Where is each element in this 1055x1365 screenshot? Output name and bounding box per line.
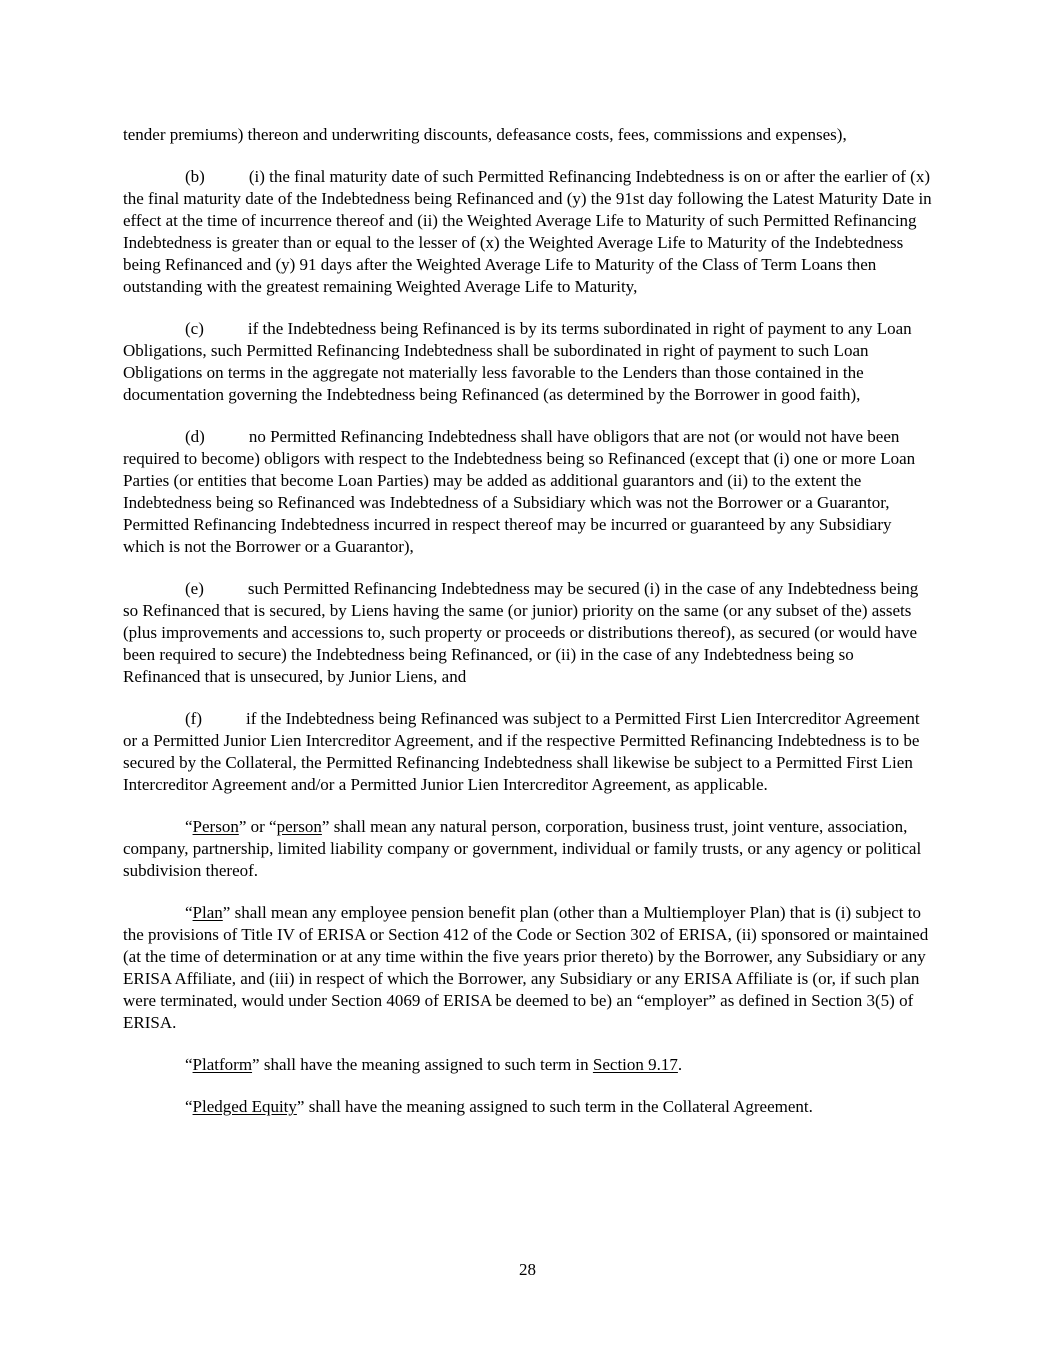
- text-run: ” shall have the meaning assigned to such term in: [252, 1055, 593, 1074]
- defined-term: Person: [192, 817, 239, 836]
- paragraph-continuation: [123, 124, 935, 146]
- text-run: .: [677, 1055, 683, 1074]
- paragraph-clause-b: [123, 166, 935, 298]
- defined-term: Pledged Equity: [192, 1097, 297, 1116]
- text-run: “: [185, 817, 193, 836]
- paragraph-definition-platform: [123, 1054, 935, 1076]
- clause-letter-marker: (b): [185, 167, 205, 186]
- defined-term: person: [276, 817, 322, 836]
- text-run: “: [185, 903, 193, 922]
- text-run: (i) the final maturity date of such Permitted Refinancing Indebtedness is on or after the earlier of (x) the final maturity date of the Indebtedness being Refinanced and (y) the 91st day following the Latest Maturity Date in effect at the time of incurrence thereof and (ii) the Weighted Average Life to Maturity of such Permitted Refinancing Indebtedness is greater than or equal to the lesser of (x) the Weighted Average Life to Maturity of the Indebtedness being Refinanced and (y) 91 days after the Weighted Average Life to Maturity of the Class of Term Loans then outstanding with the greatest remaining Weighted Average Life to Maturity,: [123, 167, 932, 296]
- clause-letter-marker: (e): [185, 579, 204, 598]
- text-run: “: [185, 1097, 193, 1116]
- defined-term: Platform: [192, 1055, 253, 1074]
- text-run: ” shall mean any natural person, corporation, business trust, joint venture, association, company, partnership, limited liability company or government, individual or family trusts, or any agency or political subdivision thereof.: [123, 817, 922, 880]
- defined-term: Plan: [192, 903, 223, 922]
- paragraph-clause-c: [123, 318, 935, 406]
- paragraph-clause-d: [123, 426, 935, 558]
- clause-letter-marker: (f): [185, 709, 202, 728]
- text-run: ” shall mean any employee pension benefit plan (other than a Multiemployer Plan) that is (i) subject to the provisions of Title IV of ERISA or Section 412 of the Code or Section 302 of ERISA, (ii) sponsored or maintained (at the time of determination or at any time within the five years prior thereto) by the Borrower, any Subsidiary or any ERISA Affiliate, and (iii) in respect of which the Borrower, any Subsidiary or any ERISA Affiliate is (or, if such plan were terminated, would under Section 4069 of ERISA be deemed to be) an “employer” as defined in Section 3(5) of ERISA.: [123, 903, 929, 1032]
- paragraph-clause-e: [123, 578, 935, 688]
- text-run: ” or “: [238, 817, 277, 836]
- text-run: if the Indebtedness being Refinanced was subject to a Permitted First Lien Intercreditor Agreement or a Permitted Junior Lien Intercreditor Agreement, and if the respective Permitted Refinancing Indebtedness is to be secured by the Collateral, the Permitted Refinancing Indebtedness shall likewise be subject to a Permitted First Lien Intercreditor Agreement and/or a Permitted Junior Lien Intercreditor Agreement, as applicable.: [123, 709, 920, 794]
- paragraph-definition-person: [123, 816, 935, 882]
- document-body: [123, 124, 935, 1138]
- text-run: no Permitted Refinancing Indebtedness shall have obligors that are not (or would not have been required to become) obligors with respect to the Indebtedness being so Refinanced (except that (i) one or more Loan Parties (or entities that become Loan Parties) may be added as additional guarantors and (ii) to the extent the Indebtedness being so Refinanced was Indebtedness of a Subsidiary which was not the Borrower or a Guarantor, Permitted Refinancing Indebtedness incurred in respect thereof may be incurred or guaranteed by any Subsidiary which is not the Borrower or a Guarantor),: [123, 427, 916, 556]
- page-number: 28: [519, 1260, 536, 1279]
- text-run: tender premiums) thereon and underwriting discounts, defeasance costs, fees, commissions and expenses),: [123, 125, 847, 144]
- defined-term: Section 9.17: [592, 1055, 678, 1074]
- text-run: “: [185, 1055, 193, 1074]
- text-run: such Permitted Refinancing Indebtedness may be secured (i) in the case of any Indebtedness being so Refinanced that is secured, by Liens having the same (or junior) priority on the same (or any subset of the) assets (plus improvements and accessions to, such property or proceeds or distributions thereof), as secured (or would have been required to secure) the Indebtedness being Refinanced, or (ii) in the case of any Indebtedness being so Refinanced that is unsecured, by Junior Liens, and: [123, 579, 919, 686]
- text-run: if the Indebtedness being Refinanced is by its terms subordinated in right of payment to any Loan Obligations, such Permitted Refinancing Indebtedness shall be subordinated in right of payment to such Loan Obligations on terms in the aggregate not materially less favorable to the Lenders than those contained in the documentation governing the Indebtedness being Refinanced (as determined by the Borrower in good faith),: [123, 319, 912, 404]
- paragraph-clause-f: [123, 708, 935, 796]
- paragraph-definition-plan: [123, 902, 935, 1034]
- paragraph-definition-pledged-equity: [123, 1096, 935, 1118]
- clause-letter-marker: (c): [185, 319, 204, 338]
- text-run: ” shall have the meaning assigned to such term in the Collateral Agreement.: [296, 1097, 813, 1116]
- clause-letter-marker: (d): [185, 427, 205, 446]
